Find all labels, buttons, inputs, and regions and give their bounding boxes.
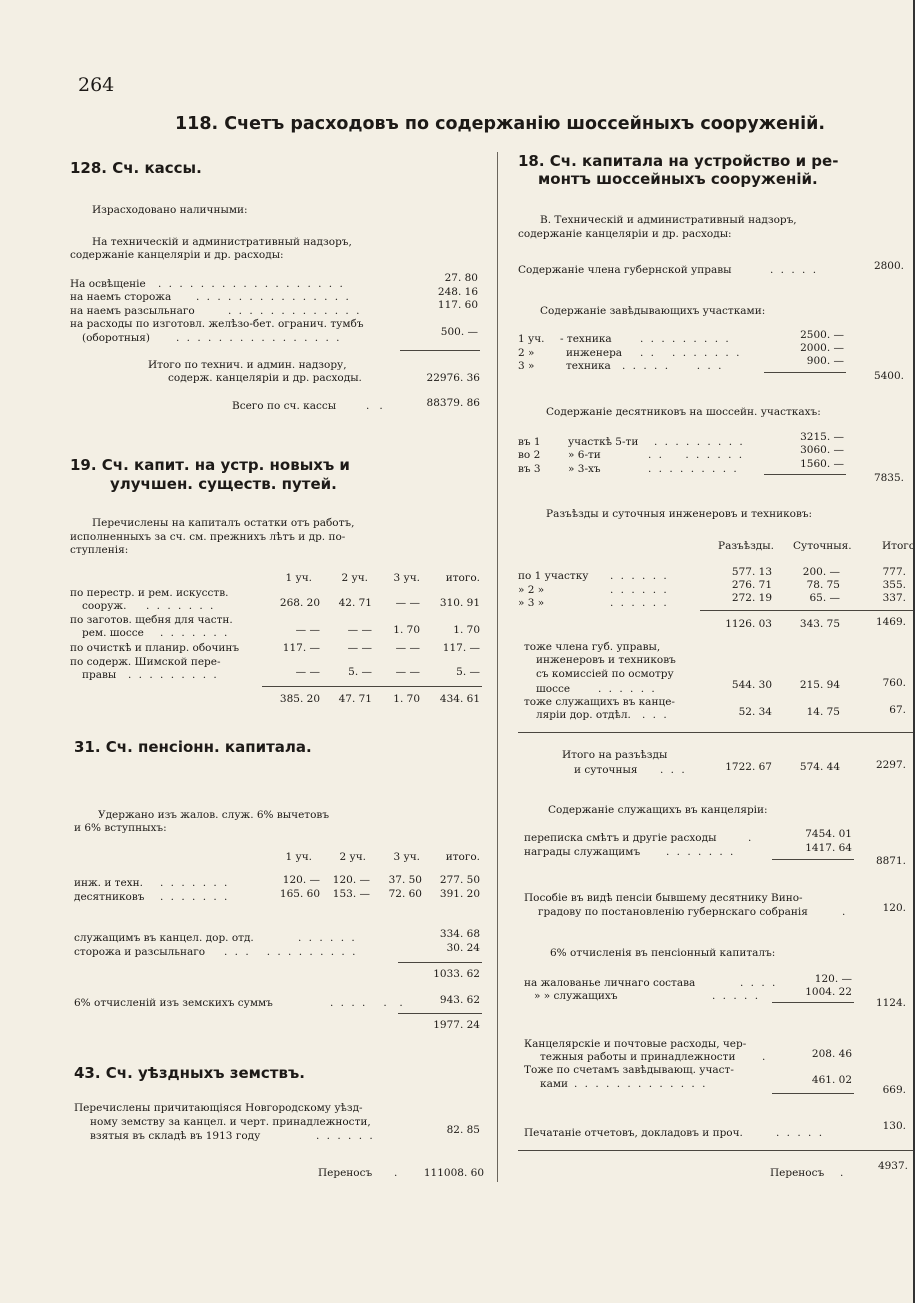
- foreman-num: во 2: [518, 449, 541, 461]
- member-trip-b: 215. 94: [799, 679, 840, 691]
- s128-intro-2: содержаніе канцеляріи и др. расходы:: [70, 249, 284, 261]
- s128-item-amount: 117. 60: [437, 299, 478, 311]
- s19-cell: 117. —: [282, 642, 320, 654]
- s19-row-label: по перестр. и рем. искусств.: [70, 587, 229, 599]
- s19-col-header: 1 уч.: [285, 572, 312, 584]
- s31-row-label: инж. и техн.: [74, 877, 143, 889]
- s31-cell: 37. 50: [388, 874, 422, 886]
- foremen-total: 7835.: [873, 472, 904, 484]
- office-item-label: переписка смѣтъ и другіе расходы: [524, 832, 717, 844]
- s19-cell: 42. 71: [338, 597, 372, 609]
- leader-dots: . . .: [660, 764, 687, 776]
- s31-cell: 120. —: [332, 874, 370, 886]
- s31-zemstvo-label: 6% отчисленій изъ земскихъ суммъ: [74, 997, 273, 1009]
- travel-total-label-1: Итого на разъѣзды: [562, 749, 668, 761]
- deduction-title: 6% отчисленія въ пенсіонный капиталъ:: [550, 947, 776, 959]
- deduction-amount: 120. —: [814, 973, 852, 985]
- office-item-amount: 1417. 64: [805, 842, 852, 854]
- carry-label-right: Переносъ: [770, 1167, 825, 1179]
- foreman-label: » 6-ти: [568, 449, 601, 461]
- s31-cell: 153. —: [332, 888, 370, 900]
- leader-dots: . . . . . . .: [160, 877, 230, 889]
- s128-total-label-2: содерж. канцеляріи и др. расходы.: [168, 372, 362, 384]
- sum-rule: [400, 350, 480, 351]
- accounts-1: Тоже по счетамъ завѣдывающ. участ-: [524, 1064, 734, 1076]
- s19-total: 1. 70: [393, 693, 420, 705]
- leader-dots: . . . . . . . . .: [654, 436, 745, 448]
- s19-intro-2: исполненныхъ за сч. см. прежнихъ лѣтъ и др. по-: [70, 531, 346, 543]
- travel-c: 355.: [882, 579, 906, 591]
- s19-cell: 5. —: [456, 666, 480, 678]
- leader-dots: . . . . . .: [610, 584, 669, 596]
- office-total: 8871.: [875, 855, 906, 867]
- travel-a: 577. 13: [731, 566, 772, 578]
- travel-c: 337.: [882, 592, 906, 604]
- travel-b: 78. 75: [806, 579, 840, 591]
- foreman-num: въ 3: [518, 463, 541, 475]
- s31-subtotal: 1033. 62: [433, 968, 480, 980]
- s19-cell: 117. —: [442, 642, 480, 654]
- travel-sub-c: 1469.: [875, 616, 906, 628]
- manager-label: - техника: [560, 333, 612, 345]
- b-intro-2: содержаніе канцеляріи и др. расходы:: [518, 228, 732, 240]
- leader-dots: . . . . . . . . . . . . . . . .: [176, 332, 342, 344]
- leader-dots: . . . . . . . . . . . . .: [574, 1078, 708, 1090]
- foreman-amount: 1560. —: [800, 458, 844, 470]
- s43-text-1: Перечислены причитающіяся Новгородскому уѣзд-: [74, 1102, 363, 1114]
- s19-total: 47. 71: [338, 693, 372, 705]
- s19-row-label: рем. шоссе: [82, 627, 144, 639]
- managers-total: 5400.: [873, 370, 904, 382]
- s19-cell: — —: [295, 624, 320, 636]
- pension-amount: 120.: [882, 902, 906, 914]
- travel-sub-a: 1126. 03: [725, 618, 772, 630]
- s128-item-label: На освѣщеніе: [70, 278, 146, 290]
- page-number: 264: [78, 74, 115, 96]
- s19-col-header: 2 уч.: [341, 572, 368, 584]
- s19-cell: — —: [295, 666, 320, 678]
- travel-total-label-2: и суточныя: [574, 764, 638, 776]
- member-trip-c: 760.: [882, 677, 906, 689]
- leader-dots: . .: [366, 400, 383, 412]
- section-128-heading: 128. Сч. кассы.: [70, 159, 202, 177]
- s31-col-header: 3 уч.: [393, 851, 420, 863]
- sum-rule: [518, 1150, 915, 1151]
- leader-dots: .: [748, 832, 752, 844]
- clerk-trip-1: тоже служащихъ въ канце-: [524, 696, 675, 708]
- foreman-num: въ 1: [518, 436, 541, 448]
- leader-dots: . . . . . .: [598, 683, 657, 695]
- s128-intro-1: На техническій и административный надзоръ,: [92, 236, 352, 248]
- pension-2: градову по постановленію губернскаго собранія: [538, 906, 808, 918]
- leader-dots: . . . . . . . . .: [640, 347, 742, 359]
- leader-dots: . . . . . .: [316, 1130, 375, 1142]
- s19-row-label: по очисткѣ и планир. обочинъ: [70, 642, 240, 654]
- s31-row-label: десятниковъ: [74, 891, 145, 903]
- s128-item-label: на наемъ разсыльнаго: [70, 305, 195, 317]
- leader-dots: . . . . . . . . . . . .: [224, 946, 358, 958]
- sum-rule: [398, 1013, 482, 1014]
- s19-cell: — —: [395, 666, 420, 678]
- carry-amount-right: 4937.: [877, 1160, 908, 1172]
- section-43-heading: 43. Сч. уѣздныхъ земствъ.: [74, 1064, 305, 1082]
- leader-dots: . . . . . . . . . . . . . . .: [196, 291, 351, 303]
- travel-total-a: 1722. 67: [725, 761, 772, 773]
- sum-rule: [772, 1002, 854, 1003]
- accounts-amount: 461. 02: [811, 1074, 852, 1086]
- member-amount: 2800.: [873, 260, 904, 272]
- member-trip-4: шоссе: [536, 683, 571, 695]
- s19-total: 385. 20: [279, 693, 320, 705]
- clerk-trip-b: 14. 75: [806, 706, 840, 718]
- leader-dots: . . . . . . . . .: [640, 333, 731, 345]
- s19-cell: 268. 20: [279, 597, 320, 609]
- section-19-heading-2: улучшен. существ. путей.: [110, 475, 337, 493]
- s31-guards-amount: 30. 24: [446, 942, 480, 954]
- clerk-trip-2: ляріи дор. отдѣл.: [536, 709, 631, 721]
- s19-intro-3: ступленія:: [70, 544, 129, 556]
- member-trip-1: тоже члена губ. управы,: [524, 641, 661, 653]
- s31-guards-label: сторожа и разсыльнаго: [74, 946, 206, 958]
- s19-cell: 1. 70: [393, 624, 420, 636]
- s31-cell: 72. 60: [388, 888, 422, 900]
- stationery-1: Канцелярскіе и почтовые расходы, чер-: [524, 1038, 747, 1050]
- s19-cell: 1. 70: [453, 624, 480, 636]
- leader-dots: . . . . . . . . .: [128, 669, 219, 681]
- stationery-amount: 208. 46: [811, 1048, 852, 1060]
- sum-rule: [772, 1093, 854, 1094]
- travel-b: 200. —: [802, 566, 840, 578]
- s31-intro-1: Удержано изъ жалов. служ. 6% вычетовъ: [98, 809, 330, 821]
- carry-amount-left: 111008. 60: [423, 1167, 484, 1179]
- travel-a: 276. 71: [731, 579, 772, 591]
- s31-cell: 165. 60: [279, 888, 320, 900]
- s31-cell: 120. —: [282, 874, 320, 886]
- travel-a: 272. 19: [731, 592, 772, 604]
- manager-amount: 2000. —: [800, 342, 844, 354]
- manager-label: инженера: [566, 347, 623, 359]
- travel-row-label: » 2 »: [518, 584, 545, 596]
- member-label: Содержаніе члена губернской управы: [518, 264, 732, 276]
- leader-dots: . . . . . . .: [146, 600, 216, 612]
- s19-total: 434. 61: [439, 693, 480, 705]
- office-item-label: награды служащимъ: [524, 846, 641, 858]
- s128-total-label-1: Итого по технич. и админ. надзору,: [148, 359, 347, 371]
- deduction-total: 1124.: [875, 997, 906, 1009]
- s19-intro-1: Перечислены на капиталъ остатки отъ работъ,: [92, 517, 355, 529]
- sum-rule: [262, 686, 482, 687]
- s31-total: 1977. 24: [433, 1019, 480, 1031]
- section-18-heading-2: монтъ шоссейныхъ сооруженій.: [538, 170, 818, 188]
- leader-dots: . . .: [642, 709, 669, 721]
- leader-dots: . . . . . . .: [666, 846, 736, 858]
- leader-dots: . . . . .: [776, 1127, 825, 1139]
- manager-amount: 2500. —: [800, 329, 844, 341]
- leader-dots: . . . . . . . .: [648, 449, 745, 461]
- s19-cell: — —: [395, 597, 420, 609]
- leader-dots: . . . . .: [770, 264, 819, 276]
- s31-staff-amount: 334. 68: [439, 928, 480, 940]
- leader-dots: .: [842, 906, 846, 918]
- sum-rule: [700, 610, 915, 611]
- s128-grand-amount: 88379. 86: [426, 397, 480, 409]
- s43-text-3: взятыя въ складѣ въ 1913 году: [90, 1130, 261, 1142]
- carry-label-left: Переносъ: [318, 1167, 373, 1179]
- sum-rule: [764, 474, 846, 475]
- leader-dots: . . . . . . . .: [622, 360, 724, 372]
- manager-num: 3 »: [518, 360, 535, 372]
- travel-col-header: Разъѣзды.: [718, 540, 774, 552]
- leader-dots: . . . . . .: [330, 997, 405, 1009]
- member-trip-2: инженеровъ и техниковъ: [536, 654, 676, 666]
- office-item-amount: 7454. 01: [805, 828, 852, 840]
- s19-row-label: по содерж. Шимской пере-: [70, 656, 221, 668]
- s19-cell: — —: [347, 624, 372, 636]
- s128-item-label: на наемъ сторожа: [70, 291, 172, 303]
- travel-col-header: Итого: [882, 540, 915, 552]
- s128-item-label: на расходы по изготовл. желѣзо-бет. огранич. тумбъ: [70, 318, 364, 330]
- s19-row-label: правы: [82, 669, 117, 681]
- travel-b: 65. —: [809, 592, 840, 604]
- section-31-heading: 31. Сч. пенсіонн. капитала.: [74, 738, 312, 756]
- pension-1: Пособіе въ видѣ пенсіи бывшему десятнику Вино-: [524, 892, 803, 904]
- s128-item-amount: 27. 80: [444, 272, 478, 284]
- member-trip-3: съ комиссіей по осмотру: [536, 668, 674, 680]
- manager-num: 1 уч.: [518, 333, 545, 345]
- foreman-amount: 3215. —: [800, 431, 844, 443]
- section-19-heading-1: 19. Сч. капит. на устр. новыхъ и: [70, 456, 350, 474]
- s43-amount: 82. 85: [446, 1124, 480, 1136]
- travel-row-label: » 3 »: [518, 597, 545, 609]
- manager-num: 2 »: [518, 347, 535, 359]
- column-divider: [497, 152, 498, 1182]
- s19-cell: — —: [395, 642, 420, 654]
- sum-rule: [772, 859, 854, 860]
- s31-col-header: итого.: [445, 851, 480, 863]
- s31-col-header: 1 уч.: [285, 851, 312, 863]
- leader-dots: .: [394, 1167, 398, 1179]
- s128-item-amount: 248. 16: [437, 286, 478, 298]
- leader-dots: . . . . . . . . . . . . . . . . . .: [158, 278, 345, 290]
- s128-grand-label: Всего по сч. кассы: [232, 400, 337, 412]
- leader-dots: .: [840, 1167, 844, 1179]
- sum-rule: [518, 732, 915, 733]
- s19-col-header: 3 уч.: [393, 572, 420, 584]
- section-18-heading-1: 18. Сч. капитала на устройство и ре-: [518, 152, 839, 170]
- deduction-amount: 1004. 22: [805, 986, 852, 998]
- stationery-total: 669.: [882, 1084, 906, 1096]
- travel-total-b: 574. 44: [799, 761, 840, 773]
- print-amount: 130.: [882, 1120, 906, 1132]
- deduction-label: » » служащихъ: [534, 990, 618, 1002]
- foreman-label: участкѣ 5-ти: [568, 436, 639, 448]
- leader-dots: . . . . . . .: [160, 891, 230, 903]
- b-intro-1: В. Техническій и административный надзоръ,: [540, 214, 797, 226]
- clerk-trip-c: 67.: [889, 704, 906, 716]
- foreman-amount: 3060. —: [800, 444, 844, 456]
- leader-dots: .: [762, 1051, 766, 1063]
- s31-staff-label: служащимъ въ канцел. дор. отд.: [74, 932, 254, 944]
- s128-item-label: (оборотныя): [82, 332, 150, 344]
- member-trip-a: 544. 30: [731, 679, 772, 691]
- leader-dots: . . . . . .: [610, 597, 669, 609]
- leader-dots: . . . . . . . . . . . . .: [228, 305, 362, 317]
- manager-label: техника: [566, 360, 611, 372]
- foreman-label: » 3-хъ: [568, 463, 601, 475]
- s19-cell: 310. 91: [439, 597, 480, 609]
- travel-total-c: 2297.: [875, 759, 906, 771]
- accounts-2: ками: [540, 1078, 568, 1090]
- s31-intro-2: и 6% вступныхъ:: [74, 822, 167, 834]
- print-label: Печатаніе отчетовъ, докладовъ и проч.: [524, 1127, 743, 1139]
- leader-dots: . . . .: [740, 977, 778, 989]
- s19-cell: — —: [347, 642, 372, 654]
- travel-row-label: по 1 участку: [518, 570, 589, 582]
- leader-dots: . . . . .: [712, 990, 761, 1002]
- s31-cell: 277. 50: [439, 874, 480, 886]
- s128-total-amount: 22976. 36: [426, 372, 480, 384]
- s128-spent: Израсходовано наличными:: [92, 204, 248, 216]
- manager-amount: 900. —: [806, 355, 844, 367]
- leader-dots: . . . . . .: [610, 570, 669, 582]
- s19-row-label: по заготов. щебня для частн.: [70, 614, 233, 626]
- s19-row-label: сооруж.: [82, 600, 127, 612]
- stationery-2: тежныя работы и принадлежности: [540, 1051, 736, 1063]
- s31-cell: 391. 20: [439, 888, 480, 900]
- sum-rule: [764, 372, 846, 373]
- s31-zemstvo-amount: 943. 62: [439, 994, 480, 1006]
- s43-text-2: ному земству за канцел. и черт. принадлежности,: [90, 1116, 371, 1128]
- sum-rule: [398, 962, 482, 963]
- clerk-trip-a: 52. 34: [738, 706, 772, 718]
- travel-col-header: Суточныя.: [793, 540, 852, 552]
- travel-c: 777.: [882, 566, 906, 578]
- managers-title: Содержаніе завѣдывающихъ участками:: [540, 305, 766, 317]
- s19-col-header: итого.: [445, 572, 480, 584]
- leader-dots: . . . . . .: [298, 932, 357, 944]
- s31-col-header: 2 уч.: [339, 851, 366, 863]
- leader-dots: . . . . . . . . .: [648, 463, 739, 475]
- page-title: 118. Счетъ расходовъ по содержанію шоссейныхъ сооруженій.: [175, 114, 825, 134]
- s128-item-amount: 500. —: [440, 326, 478, 338]
- office-title: Содержаніе служащихъ въ канцеляріи:: [548, 804, 768, 816]
- travel-title: Разъѣзды и суточныя инженеровъ и техниковъ:: [546, 508, 813, 520]
- s19-cell: 5. —: [348, 666, 372, 678]
- foremen-title: Содержаніе десятниковъ на шоссейн. участкахъ:: [546, 406, 821, 418]
- leader-dots: . . . . . . .: [160, 627, 230, 639]
- deduction-label: на жалованье личнаго состава: [524, 977, 696, 989]
- travel-sub-b: 343. 75: [799, 618, 840, 630]
